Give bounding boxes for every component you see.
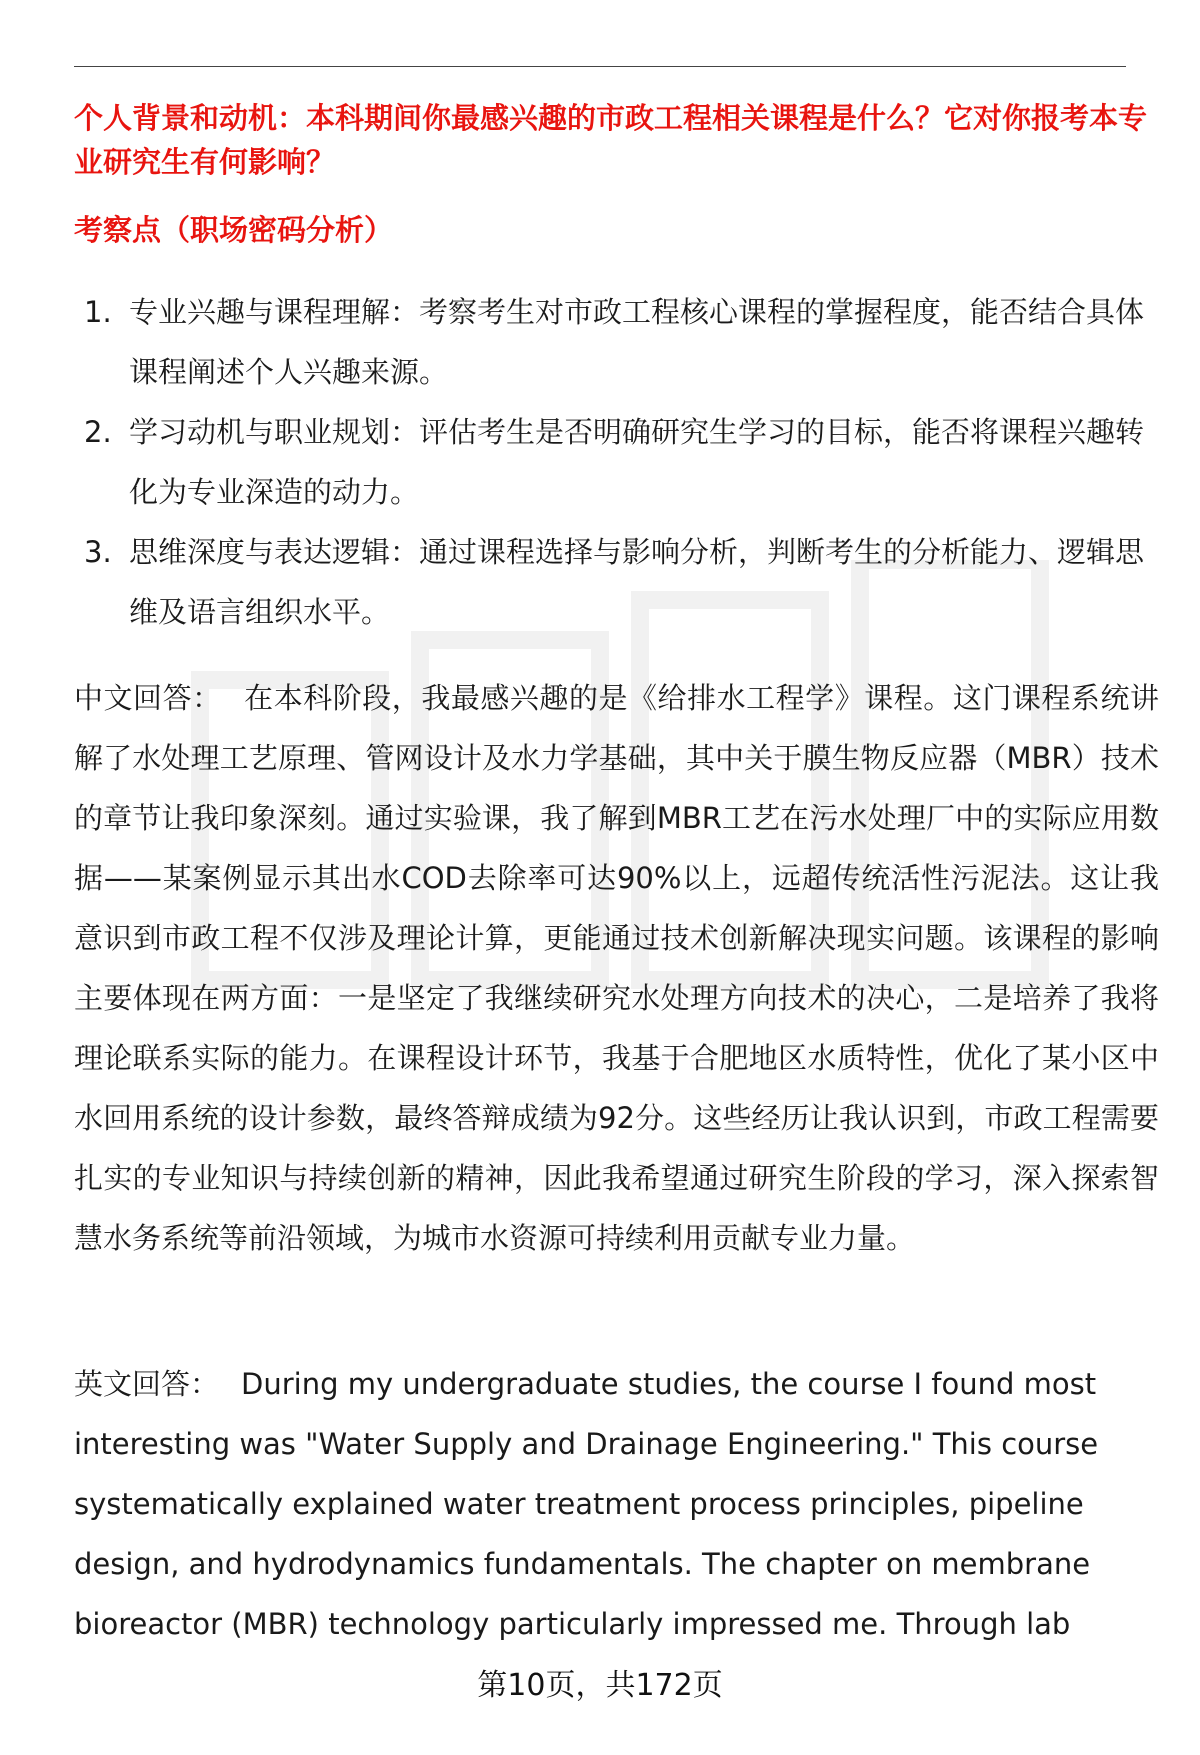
point-text: 学习动机与职业规划：评估考生是否明确研究生学习的目标，能否将课程兴趣转化为专业深造的动力。 [129,415,1145,509]
header-divider [74,66,1126,67]
analysis-points-list [74,282,1154,642]
english-answer [74,1354,1134,1654]
question-heading: 个人背景和动机：本科期间你最感兴趣的市政工程相关课程是什么？它对你报考本专业研究生有何影响？ [74,101,1148,179]
point-text: 思维深度与表达逻辑：通过课程选择与影响分析，判断考生的分析能力、逻辑思维及语言组织水平。 [129,535,1145,629]
point-text: 专业兴趣与课程理解：考察考生对市政工程核心课程的掌握程度，能否结合具体课程阐述个人兴趣来源。 [129,295,1145,389]
english-answer-text: During my undergraduate studies, the course I found most interesting was "Water Supply and Drainage Engineering." This course systematically explained water treatment process principles, pipeline design, and hydrodynamics fundamentals. The chapter on membrane bioreactor (MBR) technology particularly impressed me. Through lab [74,1367,1099,1641]
point-number: 3. [84,535,112,569]
english-answer-label: 英文回答： [74,1367,220,1401]
analysis-heading: 考察点（职场密码分析） [74,213,394,247]
page-number-footer: 第10页，共172页 [477,1668,723,1703]
chinese-answer [74,668,1159,1268]
chinese-answer-label: 中文回答： [74,681,222,715]
point-number: 1. [84,295,112,329]
analysis-point [74,402,1154,522]
analysis-point [74,522,1154,642]
analysis-point [74,282,1154,402]
chinese-answer-text: 在本科阶段，我最感兴趣的是《给排水工程学》课程。这门课程系统讲解了水处理工艺原理、管网设计及水力学基础，其中关于膜生物反应器（MBR）技术的章节让我印象深刻。通过实验课，我了解到MBR工艺在污水处理厂中的实际应用数据——某案例显示其出水COD去除率可达90%以上，远超传统活性污泥法。这让我意识到市政工程不仅涉及理论计算，更能通过技术创新解决现实问题。该课程的影响主要体现在两方面：一是坚定了我继续研究水处理方向技术的决心，二是培养了我将理论联系实际的能力。在课程设计环节，我基于合肥地区水质特性，优化了某小区中水回用系统的设计参数，最终答辩成绩为92分。这些经历让我认识到，市政工程需要扎实的专业知识与持续创新的精神，因此我希望通过研究生阶段的学习，深入探索智慧水务系统等前沿领域，为城市水资源可持续利用贡献专业力量。 [74,681,1159,1255]
point-number: 2. [84,415,112,449]
